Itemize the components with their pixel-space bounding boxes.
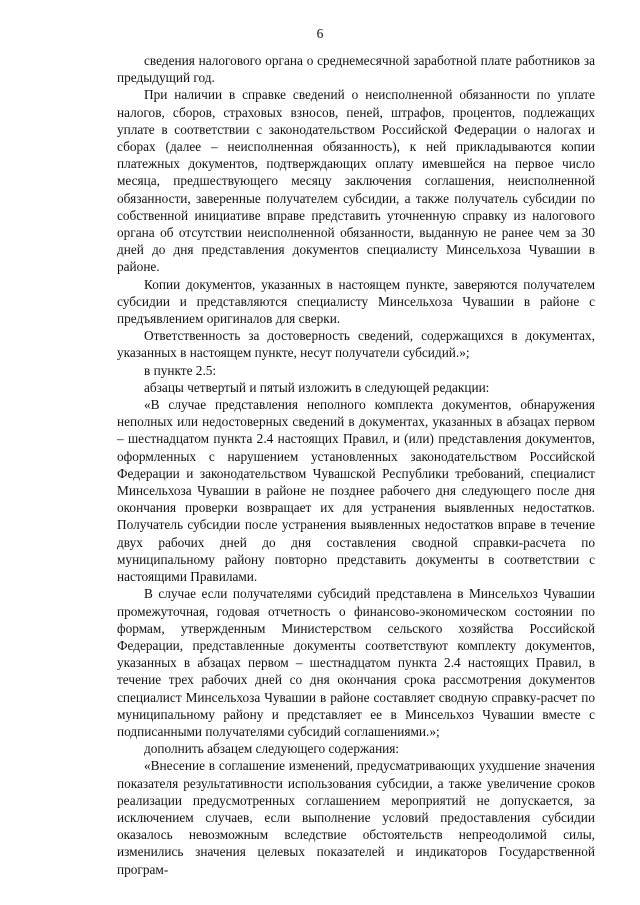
- paragraph-2: При наличии в справке сведений о неисполненной обязанности по уплате налогов, сборов, страховых взносов, пеней, штрафов, процентов, подлежащих уплате в соответствии с законодательством Российской Федерации о налогах и сборах (далее – неисполненная обязанность), к ней прикладываются копии платежных документов, подтверждающих оплату имевшейся на первое число месяца, предшествующего месяцу заключения соглашения, неисполненной обязанности, заверенные получателем субсидии, а также получатель субсидии по собственной инициативе вправе представить уточненную справку из налогового органа об отсутствии неисполненной обязанности, выданную не ранее чем за 30 дней до дня представления документов специалисту Минсельхоза Чувашии в районе.: [117, 87, 595, 275]
- page-number: 6: [316, 26, 324, 41]
- paragraph-1: сведения налогового органа о среднемесячной заработной плате работников за предыдущий год.: [117, 53, 595, 86]
- paragraph-6: абзацы четвертый и пятый изложить в следующей редакции:: [144, 379, 490, 395]
- paragraph-4: Ответственность за достоверность сведений, содержащихся в документах, указанных в настоящем пункте, несут получатели субсидий.»;: [117, 328, 595, 361]
- paragraph-3: Копии документов, указанных в настоящем пункте, заверяются получателем субсидии и представляются специалисту Минсельхоза Чувашии в районе с предъявлением оригиналов для сверки.: [117, 276, 595, 327]
- paragraph-10: «Внесение в соглашение изменений, предусматривающих ухудшение значения показателя результативности использования субсидии, а также увеличение сроков реализации предусмотренных соглашением мероприятий не допускается, за исключением случаев, если выполнение условий предоставления субсидии оказалось невозможным вследствие обстоятельств непреодолимой силы, изменились значения целевых показателей и индикаторов Государственной програм-: [117, 758, 595, 877]
- paragraph-8: В случае если получателями субсидий представлена в Минсельхоз Чувашии промежуточная, годовая отчетность о финансово-экономическом состоянии по формам, утвержденным Министерством сельского хозяйства Российской Федерации, представленные документы соответствуют комплекту документов, указанных в абзацах первом – шестнадцатом пункта 2.4 настоящих Правил, в течение трех рабочих дней со дня окончания срока рассмотрения документов специалист Минсельхоза Чувашии в районе составляет сводную справку-расчет по муниципальному району и представляет ее в Минсельхоз Чувашии вместе с подписанными получателями субсидий соглашениями.»;: [117, 586, 595, 739]
- paragraph-9: дополнить абзацем следующего содержания:: [144, 741, 400, 757]
- paragraph-7: «В случае представления неполного комплекта документов, обнаружения неполных или недостоверных сведений в документах, указанных в абзацах первом – шестнадцатом пункта 2.4 настоящих Правил, и (или) представления документов, оформленных с нарушением установленных законодательством Российской Федерации и законодательством Чувашской Республики требований, специалист Минсельхоза Чувашии в районе не позднее рабочего дня следующего после дня окончания проверки возвращает их для устранения выявленных недостатков. Получатель субсидии после устранения выявленных недостатков вправе в течение двух рабочих дней до дня составления сводной справки-расчета по муниципальному району повторно представить документы в соответствии с настоящими Правилами.: [117, 397, 595, 585]
- paragraph-5: в пункте 2.5:: [144, 362, 217, 378]
- document-body: [117, 52, 595, 878]
